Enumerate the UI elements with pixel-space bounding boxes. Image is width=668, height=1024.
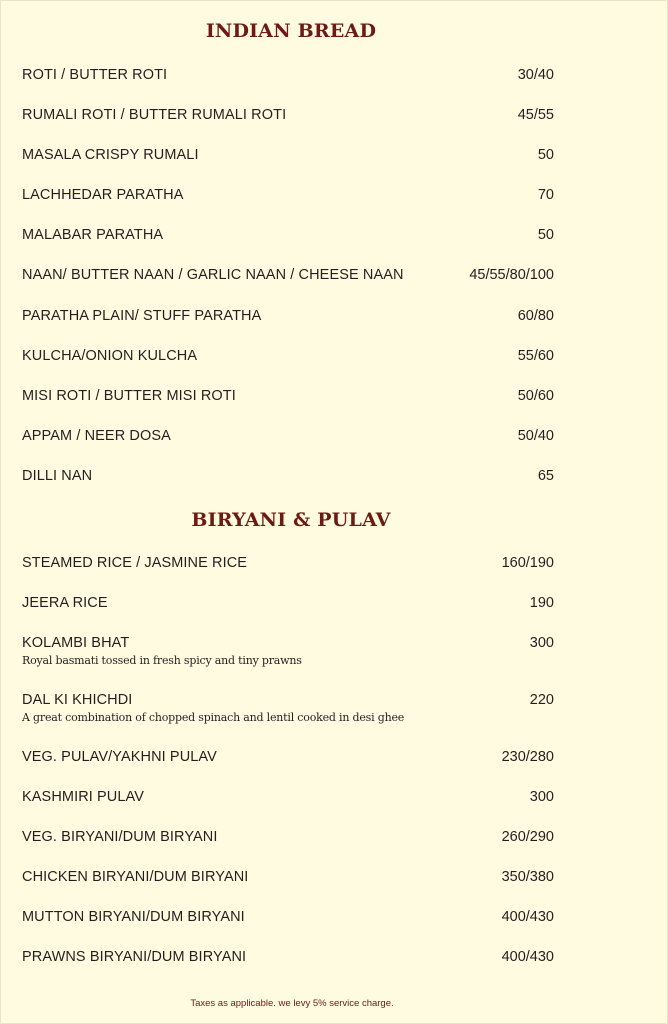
item-name: PARATHA PLAIN/ STUFF PARATHA: [22, 308, 262, 324]
item-name: DILLI NAN: [22, 468, 93, 484]
menu-item: [22, 428, 554, 444]
item-name: JEERA RICE: [22, 595, 108, 611]
item-name: LACHHEDAR PARATHA: [22, 187, 184, 203]
menu-item: [22, 348, 554, 364]
item-description: Royal basmati tossed in fresh spicy and tiny prawns: [22, 654, 302, 667]
item-name: MASALA CRISPY RUMALI: [22, 147, 199, 163]
item-name: MALABAR PARATHA: [22, 227, 164, 243]
menu-item: [22, 388, 554, 404]
item-price: 220: [529, 692, 554, 708]
menu-item: [22, 869, 554, 885]
item-price: 260/290: [501, 829, 554, 845]
item-price: 45/55: [517, 107, 554, 123]
menu-item: [22, 789, 554, 805]
menu-item: [22, 107, 554, 123]
item-price: 230/280: [501, 749, 554, 765]
item-price: 50/60: [517, 388, 554, 404]
section-title-indian-bread: INDIAN BREAD: [205, 20, 377, 42]
item-name: VEG. PULAV/YAKHNI PULAV: [22, 749, 217, 765]
item-price: 300: [529, 635, 554, 651]
item-price: 160/190: [501, 555, 554, 571]
menu-item: [22, 595, 554, 611]
menu-item: [22, 949, 554, 965]
item-name: VEG. BIRYANI/DUM BIRYANI: [22, 829, 218, 845]
item-price: 60/80: [517, 308, 554, 324]
item-name: KASHMIRI PULAV: [22, 789, 144, 805]
item-price: 65: [537, 468, 554, 484]
item-price: 350/380: [501, 869, 554, 885]
menu-item: [22, 147, 554, 163]
item-price: 55/60: [517, 348, 554, 364]
item-name: KULCHA/ONION KULCHA: [22, 348, 198, 364]
item-price: 45/55/80/100: [469, 267, 554, 283]
menu-item: [22, 829, 554, 845]
item-name: CHICKEN BIRYANI/DUM BIRYANI: [22, 869, 249, 885]
item-name: STEAMED RICE / JASMINE RICE: [22, 555, 248, 571]
menu-item: [22, 749, 554, 765]
menu-item: [22, 468, 554, 484]
item-name: KOLAMBI BHAT: [22, 635, 130, 651]
menu-item: [22, 635, 554, 667]
item-name: ROTI / BUTTER ROTI: [22, 67, 168, 83]
menu-item: [22, 308, 554, 324]
menu-item: [22, 187, 554, 203]
menu-item: [22, 692, 554, 724]
menu-item: [22, 67, 554, 83]
item-name: MISI ROTI / BUTTER MISI ROTI: [22, 388, 236, 404]
item-price: 400/430: [501, 909, 554, 925]
item-price: 30/40: [517, 67, 554, 83]
item-price: 50/40: [517, 428, 554, 444]
item-name: DAL KI KHICHDI: [22, 692, 133, 708]
item-name: RUMALI ROTI / BUTTER RUMALI ROTI: [22, 107, 287, 123]
item-name: MUTTON BIRYANI/DUM BIRYANI: [22, 909, 245, 925]
item-price: 190: [529, 595, 554, 611]
item-price: 400/430: [501, 949, 554, 965]
menu-item: [22, 555, 554, 571]
item-description: A great combination of chopped spinach and lentil cooked in desi ghee: [22, 711, 405, 724]
menu-item: [22, 267, 554, 283]
item-price: 70: [537, 187, 554, 203]
item-price: 300: [529, 789, 554, 805]
item-price: 50: [537, 147, 554, 163]
item-name: APPAM / NEER DOSA: [22, 428, 171, 444]
item-price: 50: [537, 227, 554, 243]
section-title-biryani-pulav: BIRYANI & PULAV: [191, 509, 391, 531]
menu-item: [22, 909, 554, 925]
footer-note: Taxes as applicable. we levy 5% service charge.: [190, 998, 394, 1009]
item-name: PRAWNS BIRYANI/DUM BIRYANI: [22, 949, 247, 965]
menu-item: [22, 227, 554, 243]
item-name: NAAN/ BUTTER NAAN / GARLIC NAAN / CHEESE NAAN: [22, 267, 404, 283]
